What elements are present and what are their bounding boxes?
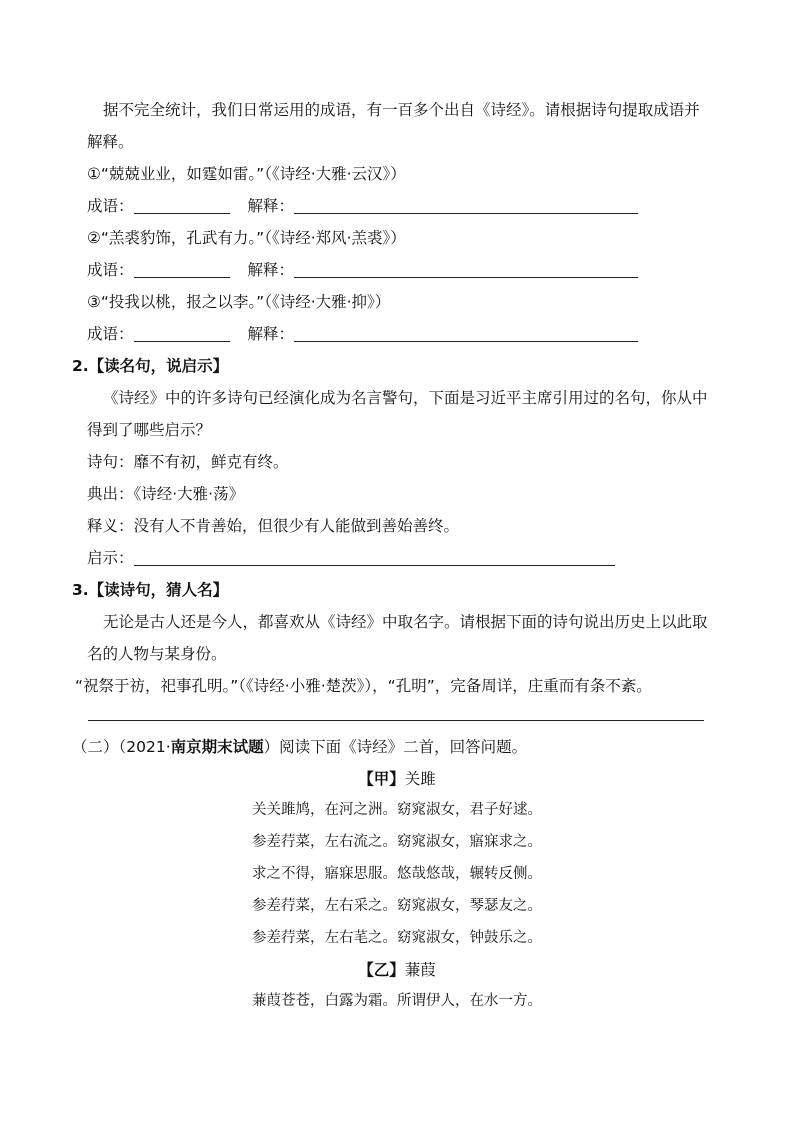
poem-a-line-5: 参差荇菜，左右芼之。窈窕淑女，钟鼓乐之。 — [252, 930, 542, 946]
item-1-quote: ①“兢兢业业，如霆如雷。”（《诗经·大雅·云汉》） — [87, 165, 406, 183]
explain-label: 解释： — [247, 261, 295, 279]
section-2-prefix: （二）（2021· — [72, 738, 171, 756]
intro-line-2: 解释。 — [87, 133, 134, 151]
poem-a-line-4: 参差荇菜，左右采之。窈窕淑女，琴瑟友之。 — [252, 898, 542, 914]
explain-label: 解释： — [247, 197, 295, 215]
q3-answer-blank[interactable] — [88, 720, 704, 721]
item-3-answer-row — [87, 323, 638, 345]
q2-verse: 诗句：靡不有初，鲜克有终。 — [87, 453, 289, 471]
poem-b-name: 蒹葭 — [404, 961, 436, 979]
poem-a-line-2: 参差荇菜，左右流之。窈窕淑女，寤寐求之。 — [252, 834, 542, 850]
idiom-label: 成语： — [87, 197, 134, 215]
q2-heading: 2.【读名句，说启示】 — [72, 357, 229, 375]
section-2-intro — [72, 736, 527, 758]
item-2-answer-row — [87, 259, 638, 281]
idiom-blank[interactable] — [134, 197, 230, 214]
poem-a-line-1: 关关雎鸠，在河之洲。窈窕淑女，君子好逑。 — [252, 802, 542, 818]
q2-source: 典出：《诗经·大雅·荡》 — [87, 485, 245, 503]
q2-paragraph-1: 《诗经》中的许多诗句已经演化成为名言警句，下面是习近平主席引用过的名句，你从中 — [103, 389, 708, 407]
q3-paragraph-1: 无论是古人还是今人，都喜欢从《诗经》中取名字。请根据下面的诗句说出历史上以此取 — [103, 613, 708, 631]
poem-a-name: 关雎 — [404, 770, 436, 788]
idiom-label: 成语： — [87, 325, 134, 343]
item-1-answer-row — [87, 195, 638, 217]
q2-meaning: 释义：没有人不肯善始，但很少有人能做到善始善终。 — [87, 517, 460, 535]
poem-b-title — [0, 959, 794, 981]
item-2-quote: ②“羔裘豹饰，孔武有力。”（《诗经·郑风·羔裘》） — [87, 229, 406, 247]
explain-blank[interactable] — [294, 325, 638, 342]
poem-b-line-1: 蒹葭苍苍，白露为霜。所谓伊人，在水一方。 — [252, 993, 542, 1009]
insight-label: 启示： — [87, 549, 134, 567]
poem-a-line-3: 求之不得，寤寐思服。悠哉悠哉，辗转反侧。 — [252, 866, 542, 882]
explain-blank[interactable] — [294, 261, 638, 278]
intro-line-1: 据不完全统计，我们日常运用的成语，有一百多个出自《诗经》。请根据诗句提取成语并 — [103, 101, 700, 119]
q3-paragraph-2: 名的人物与某身份。 — [87, 645, 227, 663]
poem-b-tag: 【乙】 — [358, 961, 405, 979]
insight-blank[interactable] — [134, 549, 615, 566]
q3-heading: 3.【读诗句，猜人名】 — [72, 581, 229, 599]
idiom-blank[interactable] — [134, 325, 230, 342]
explain-blank[interactable] — [294, 197, 638, 214]
idiom-label: 成语： — [87, 261, 134, 279]
poem-a-tag: 【甲】 — [358, 770, 405, 788]
idiom-blank[interactable] — [134, 261, 230, 278]
section-2-suffix: ）阅读下面《诗经》二首，回答问题。 — [263, 738, 528, 756]
section-2-source: 南京期末试题 — [170, 738, 264, 756]
q2-paragraph-2: 得到了哪些启示？ — [87, 421, 212, 439]
item-3-quote: ③“投我以桃，报之以李。”（《诗经·大雅·抑》） — [87, 293, 391, 311]
q2-insight-row — [87, 547, 615, 569]
explain-label: 解释： — [247, 325, 295, 343]
q3-paragraph-3: “祝祭于祊，祀事孔明。”（《诗经·小雅·楚茨》），“孔明”，完备周详，庄重而有条不紊。 — [75, 677, 652, 695]
poem-a-title — [0, 768, 794, 790]
